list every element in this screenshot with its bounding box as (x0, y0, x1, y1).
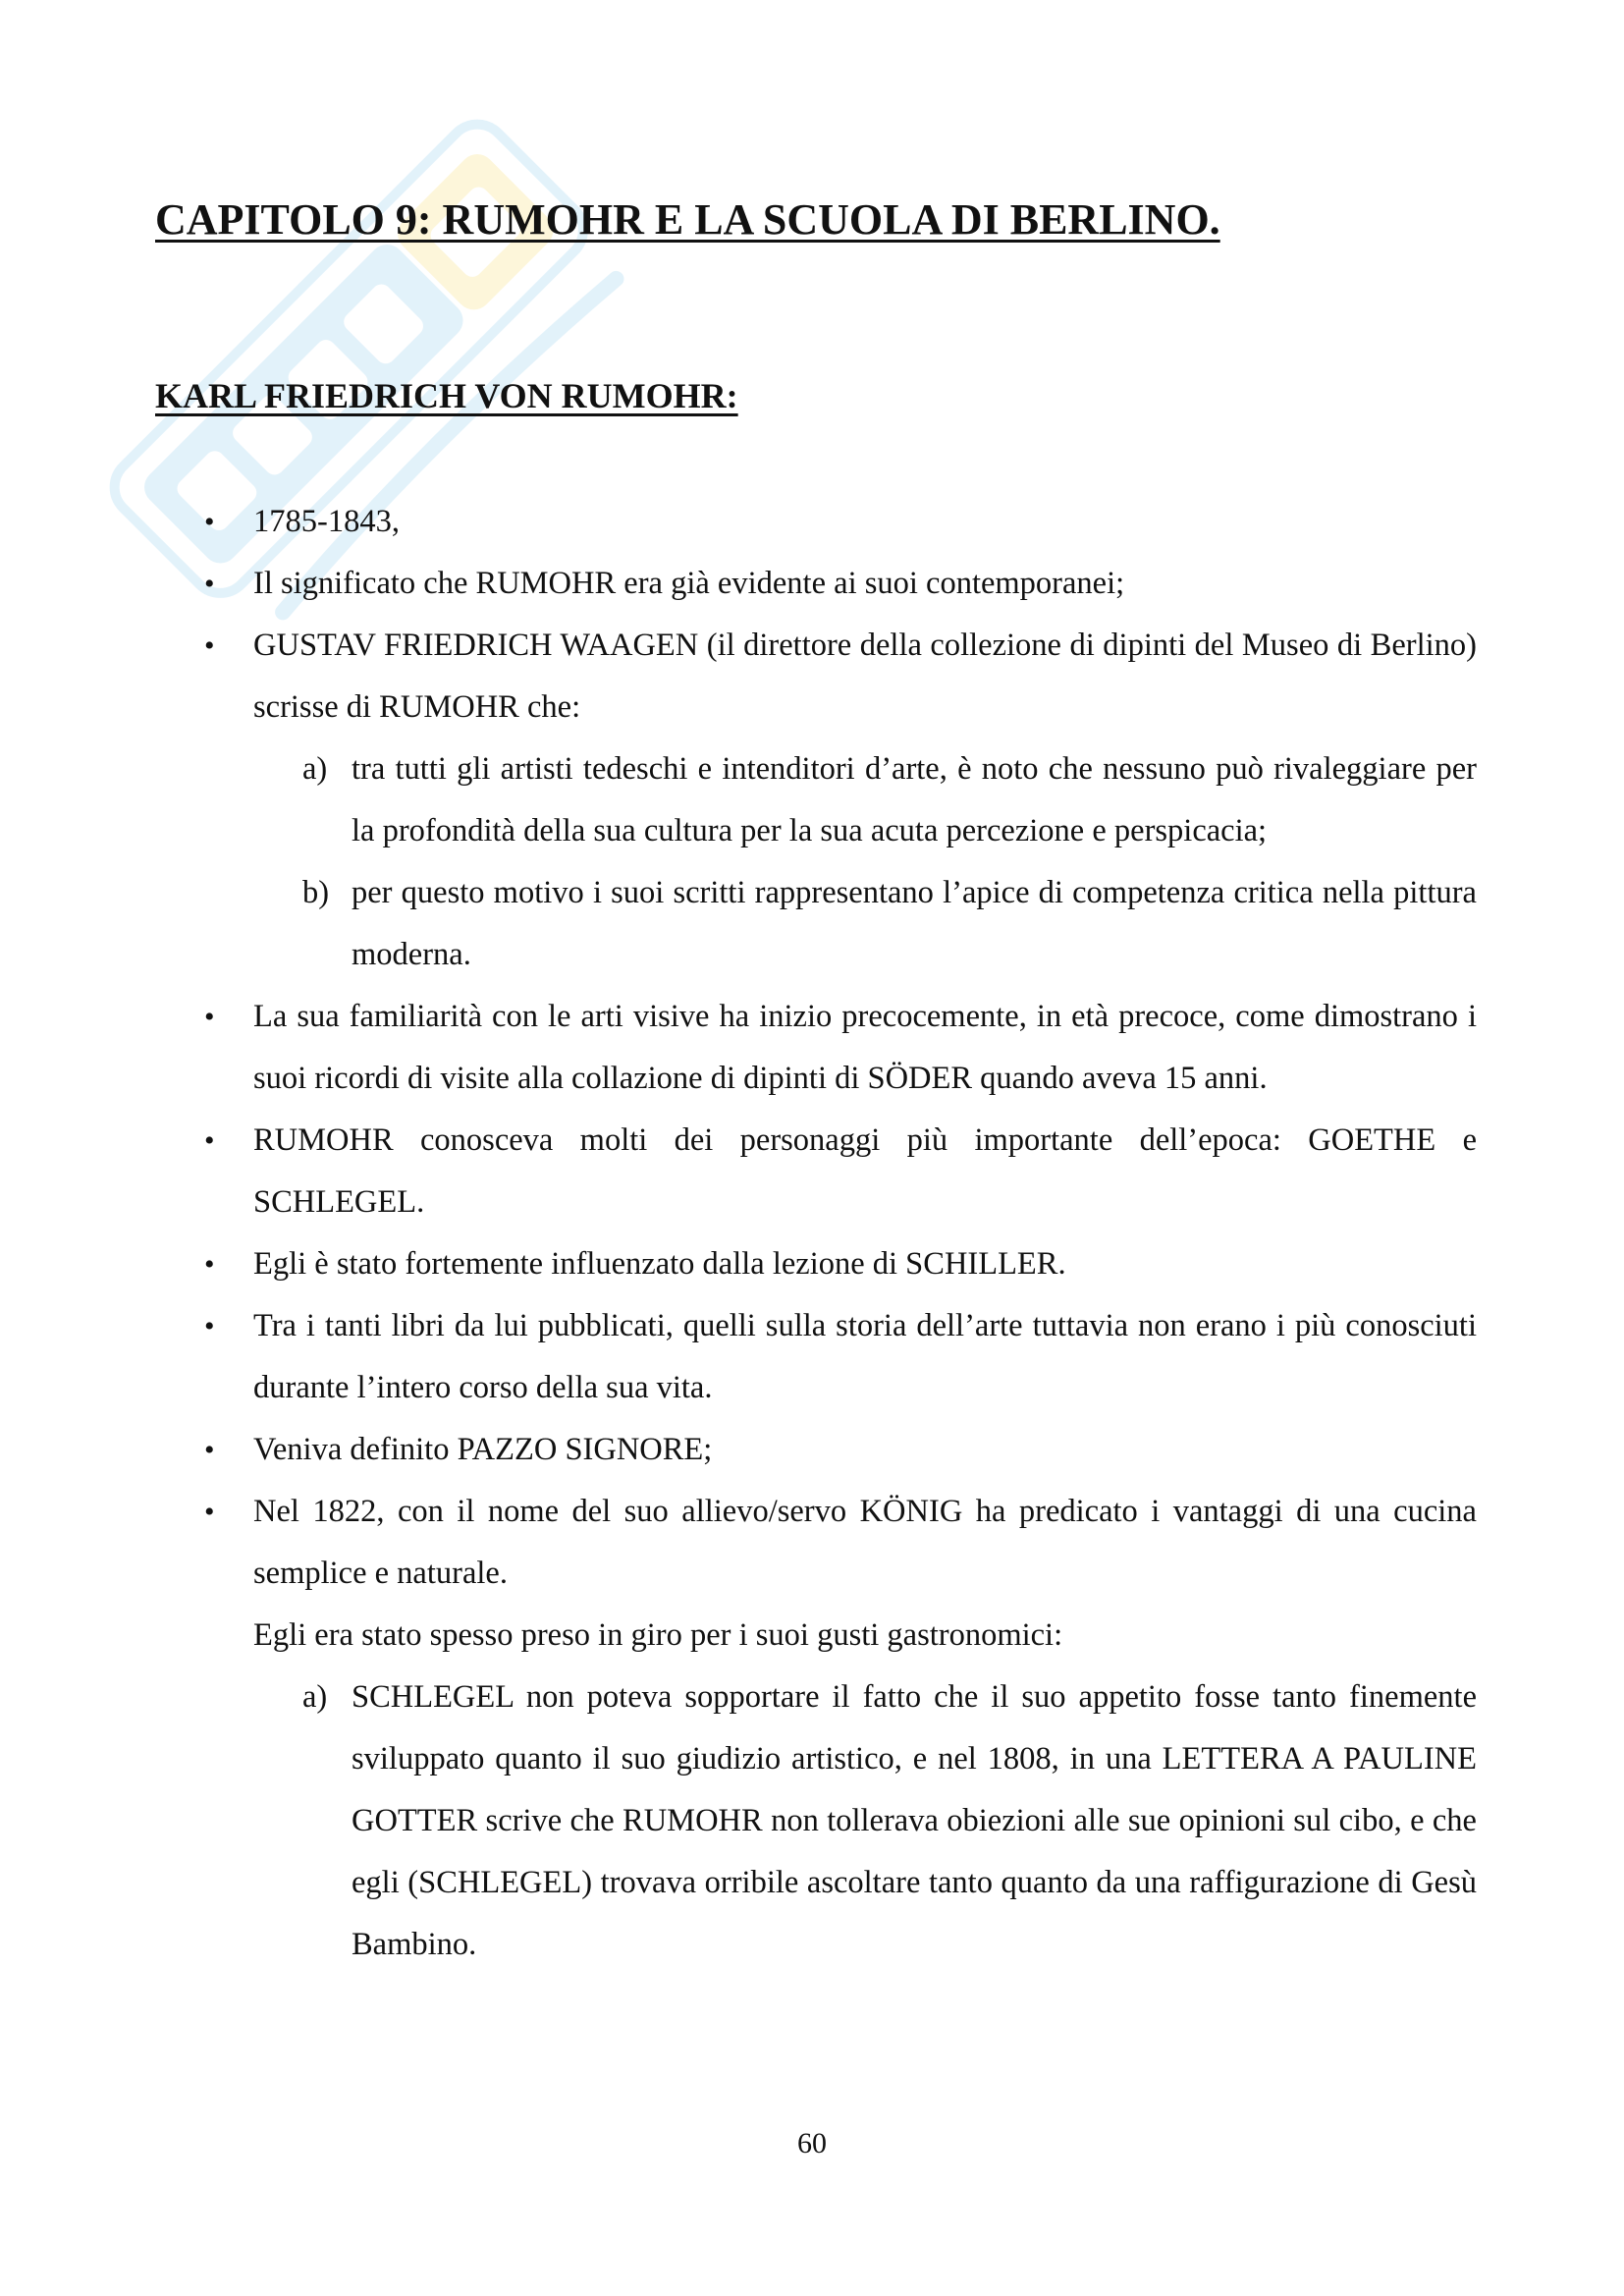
sub-item-text: per questo motivo i suoi scritti rappresentano l’apice di competenza critica nella pittura moderna. (352, 875, 1477, 972)
sub-item-text: SCHLEGEL non poteva sopportare il fatto che il suo appetito fosse tanto finemente sviluppato quanto il suo giudizio artistico, e nel 1808, in una LETTERA A PAULINE GOTTER scrive che RUMOHR non tollerava obiezioni alle sue opinioni sul cibo, e che egli (SCHLEGEL) trovava orribile ascoltare tanto quanto da una raffigurazione di Gesù Bambino. (352, 1679, 1477, 1962)
sub-item-label: a) (302, 1679, 328, 1715)
sub-item-text: tra tutti gli artisti tedeschi e intenditori d’arte, è noto che nessuno può rivaleggiare per la profondità della sua cultura per la sua acuta percezione e perspicacia; (352, 751, 1477, 848)
chapter-title: CAPITOLO 9: RUMOHR E LA SCUOLA DI BERLINO. (155, 195, 1220, 244)
sub-item-label: a) (302, 751, 328, 787)
list-item: • Tra i tanti libri da lui pubblicati, quelli sulla storia dell’arte tuttavia non erano i più conosciuti durante l’intero corso della sua vita. (155, 1295, 1477, 1419)
page-number: 60 (797, 2127, 827, 2159)
continuation-text: Egli era stato spesso preso in giro per i suoi gusti gastronomici: (253, 1617, 1063, 1653)
list-item: • Il significato che RUMOHR era già evidente ai suoi contemporanei; (155, 553, 1477, 615)
list-item: • 1785-1843, (155, 491, 1477, 553)
sub-item (253, 1667, 1477, 1976)
list-item: • Veniva definito PAZZO SIGNORE; (155, 1419, 1477, 1481)
body-content (155, 491, 1477, 1976)
list-item-waagen (155, 615, 1477, 986)
section-heading: KARL FRIEDRICH VON RUMOHR: (155, 376, 738, 415)
waagen-sublist (253, 738, 1477, 986)
list-item: • Egli è stato fortemente influenzato dalla lezione di SCHILLER. (155, 1233, 1477, 1295)
list-item-text: GUSTAV FRIEDRICH WAAGEN (il direttore della collezione di dipinti del Museo di Berlino) scrisse di RUMOHR che: (253, 628, 1477, 725)
sub-item (253, 738, 1477, 862)
list-item: • La sua familiarità con le arti visive ha inizio precocemente, in età precoce, come dimostrano i suoi ricordi di visite alla collazione di dipinti di SÖDER quando aveva 15 anni. (155, 986, 1477, 1110)
bullet-list (155, 491, 1477, 1976)
list-item: • Nel 1822, con il nome del suo allievo/servo KÖNIG ha predicato i vantaggi di una cucina semplice e naturale. (155, 1481, 1477, 1605)
sub-item-label: b) (302, 875, 330, 910)
sub-item (253, 862, 1477, 986)
list-item: • RUMOHR conosceva molti dei personaggi più importante dell’epoca: GOETHE e SCHLEGEL. (155, 1110, 1477, 1233)
list-continuation (155, 1605, 1477, 1976)
gastro-sublist (253, 1667, 1477, 1976)
